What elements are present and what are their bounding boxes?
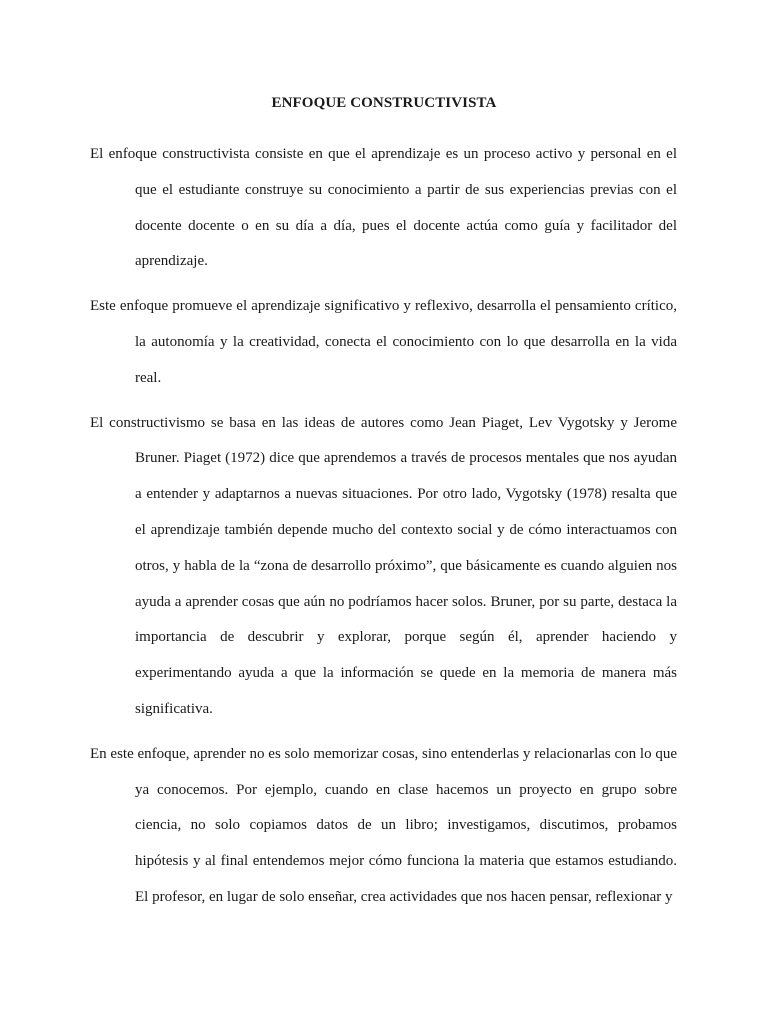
paragraph-benefits: Este enfoque promueve el aprendizaje significativo y reflexivo, desarrolla el pensamiento crítico, la autonomía y la creatividad, conecta el conocimiento con lo que desarrolla en la vida real. [90, 298, 677, 386]
paragraph-example: En este enfoque, aprender no es solo memorizar cosas, sino entenderlas y relacionarlas con lo que ya conocemos. Por ejemplo, cuando en clase hacemos un proyecto en grupo sobre ciencia, no solo copiamos datos de un libro; investigamos, discutimos, probamos hipótesis y al final entendemos mejor cómo funciona la materia que estamos estudiando. El profesor, en lugar de solo enseñar, crea actividades que nos hacen pensar, reflexionar y [90, 745, 677, 905]
paragraph-authors: El constructivismo se basa en las ideas de autores como Jean Piaget, Lev Vygotsky y Jerome Bruner. Piaget (1972) dice que aprendemos a través de procesos mentales que nos ayudan a entender y adaptarnos a nuevas situaciones. Por otro lado, Vygotsky (1978) resalta que el aprendizaje también depende mucho del contexto social y de cómo interactuamos con otros, y habla de la “zona de desarrollo próximo”, que básicamente es cuando alguien nos ayuda a aprender cosas que aún no podríamos hacer solos. Bruner, por su parte, destaca la importancia de descubrir y explorar, porque según él, aprender haciendo y experimentando ayuda a que la información se quede en la memoria de manera más significativa. [90, 414, 677, 717]
document-title: ENFOQUE CONSTRUCTIVISTA [271, 95, 497, 111]
paragraph-definition: El enfoque constructivista consiste en que el aprendizaje es un proceso activo y personal en el que el estudiante construye su conocimiento a partir de sus experiencias previas con el docente docente o en su día a día, pues el docente actúa como guía y facilitador del aprendizaje. [90, 146, 677, 270]
document-body [90, 137, 677, 925]
